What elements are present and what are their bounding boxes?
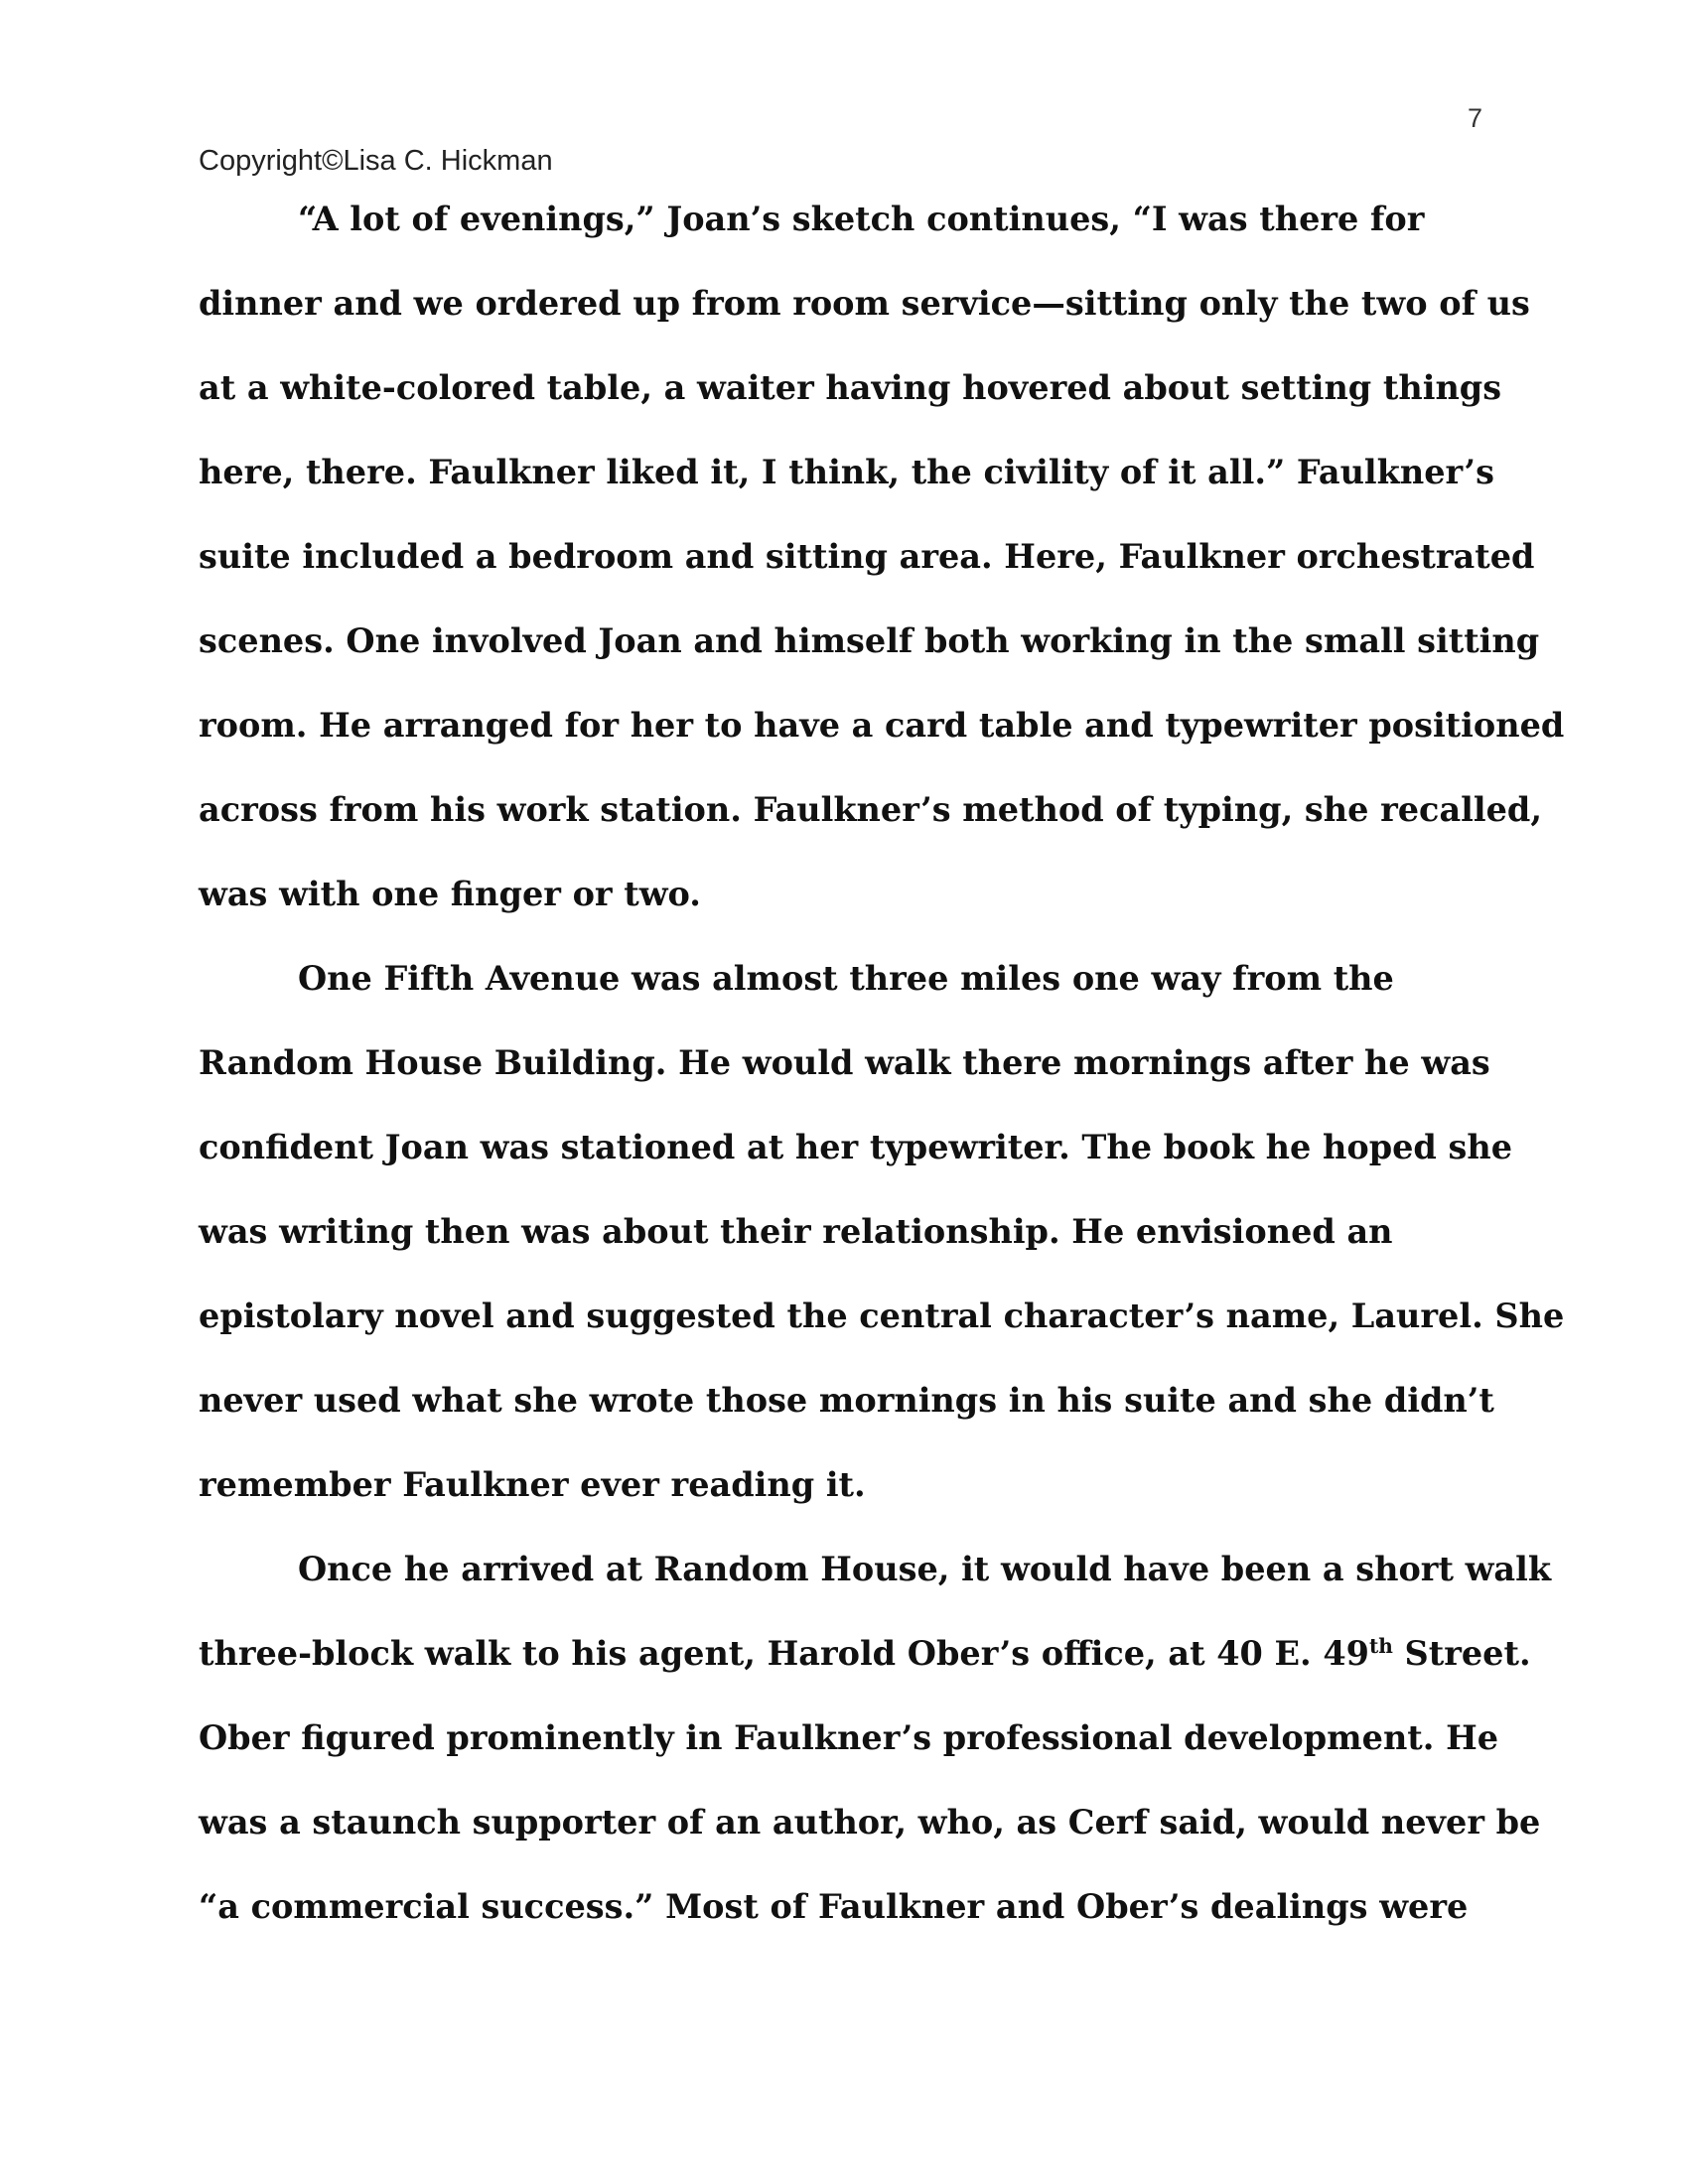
text-line: never used what she wrote those mornings in his suite and she didn’t	[199, 1381, 1494, 1420]
text-line: epistolary novel and suggested the central character’s name, Laurel. She	[199, 1297, 1565, 1335]
text-line: suite included a bedroom and sitting area. Here, Faulkner orchestrated	[199, 537, 1535, 576]
text-line: scenes. One involved Joan and himself both working in the small sitting	[199, 621, 1540, 660]
ordinal-superscript: th	[1368, 1633, 1393, 1658]
text-line: was writing then was about their relationship. He envisioned an	[199, 1212, 1393, 1251]
text-line-address	[199, 1611, 1531, 1696]
text-line: across from his work station. Faulkner’s method of typing, she recalled,	[199, 790, 1543, 829]
paragraph-1	[199, 177, 1565, 936]
text-line: “a commercial success.” Most of Faulkner and Ober’s dealings were	[199, 1887, 1469, 1926]
copyright-notice: Copyright©Lisa C. Hickman	[199, 145, 553, 177]
text-line: room. He arranged for her to have a card table and typewriter positioned	[199, 706, 1565, 745]
page-number: 7	[1468, 103, 1483, 133]
text-line: “A lot of evenings,” Joan’s sketch continues, “I was there for	[298, 200, 1425, 238]
text-line: here, there. Faulkner liked it, I think, the civility of it all.” Faulkner’s	[199, 453, 1494, 491]
address-text-end: Street.	[1392, 1634, 1531, 1673]
text-line: Random House Building. He would walk there mornings after he was	[199, 1043, 1490, 1082]
text-line: Ober figured prominently in Faulkner’s professional development. He	[199, 1718, 1499, 1757]
text-line: at a white-colored table, a waiter having hovered about setting things	[199, 368, 1502, 407]
text-line: was a staunch supporter of an author, who, as Cerf said, would never be	[199, 1803, 1541, 1842]
text-line: confident Joan was stationed at her typewriter. The book he hoped she	[199, 1128, 1513, 1166]
paragraph-2	[199, 936, 1565, 1527]
text-line: dinner and we ordered up from room service—sitting only the two of us	[199, 284, 1530, 323]
text-line: remember Faulkner ever reading it.	[199, 1465, 866, 1504]
text-line: One Fifth Avenue was almost three miles one way from the	[298, 959, 1394, 998]
paragraph-3	[199, 1527, 1552, 1949]
address-text: three-block walk to his agent, Harold Ober’s office, at 40 E. 49	[199, 1634, 1369, 1673]
text-line: Once he arrived at Random House, it would have been a short walk	[298, 1550, 1552, 1588]
body-text	[199, 177, 1565, 1949]
text-line: was with one finger or two.	[199, 875, 701, 913]
